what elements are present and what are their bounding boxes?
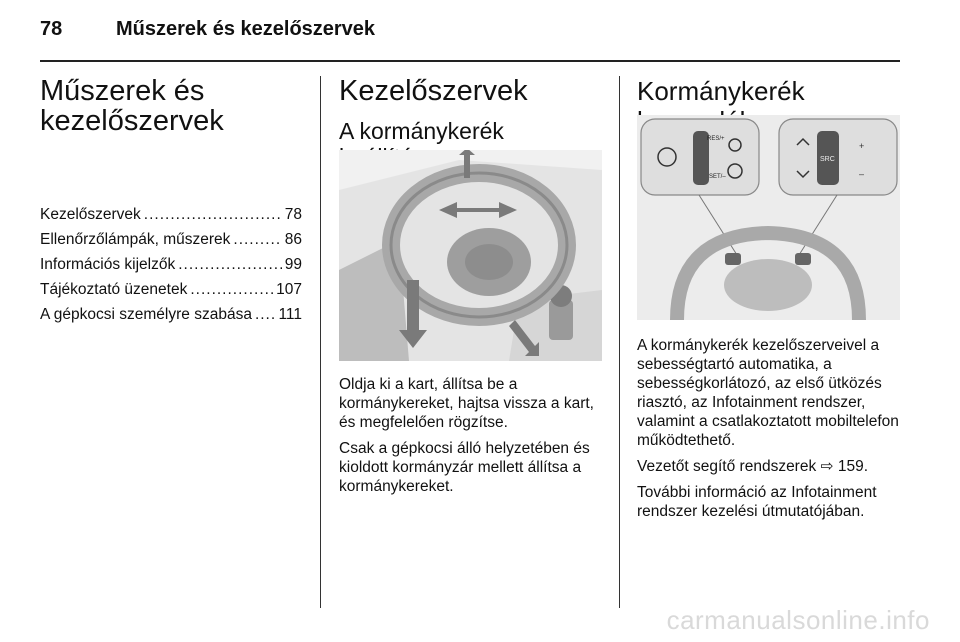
- toc-leader: [178, 252, 282, 277]
- toc-label: Információs kijelzők: [40, 256, 176, 273]
- toc-page: 86: [284, 231, 302, 248]
- running-title: Műszerek és kezelőszervek: [116, 18, 376, 40]
- paragraph: További információ az Infotainment rendszer kezelési útmutatójában.: [637, 484, 877, 520]
- paragraph: Csak a gépkocsi álló helyzetében és kioldott kormányzár mellett állítsa a kormánykereket.: [339, 440, 590, 495]
- wheel-switches-text: [637, 336, 903, 528]
- page-number: 78: [40, 18, 63, 40]
- toc-leader: [255, 302, 276, 327]
- steering-adjust-illustration: [339, 150, 602, 361]
- paragraph: Oldja ki a kart, állítsa be a kormánykereket, hajtsa vissza a kart, és megfelelően rögzítse.: [339, 376, 594, 431]
- svg-text:–: –: [859, 169, 865, 179]
- toc-entry[interactable]: [40, 277, 302, 302]
- toc-leader: [190, 277, 273, 302]
- chapter-title: Műszerek és kezelőszervek: [40, 75, 224, 137]
- reference-page-link[interactable]: 159.: [837, 458, 869, 475]
- toc-entry[interactable]: [40, 227, 302, 252]
- column-divider-2: [619, 76, 620, 608]
- section-title: Kezelőszervek: [339, 75, 528, 107]
- toc-page: 111: [278, 306, 302, 323]
- toc-label: A gépkocsi személyre szabása: [40, 306, 252, 323]
- toc-page: 107: [276, 281, 302, 298]
- toc-leader: [144, 202, 282, 227]
- src-label: SRC: [820, 156, 835, 163]
- column-toc: [40, 76, 302, 327]
- subsection-title: A kormánykerék: [339, 118, 504, 144]
- watermark: carmanualsonline.info: [666, 605, 930, 635]
- res-label: RES/+: [707, 136, 725, 142]
- steering-wheel-switches-illustration: [637, 115, 900, 320]
- toc-label: Tájékoztató üzenetek: [40, 281, 188, 298]
- section-title: Kormánykerék: [637, 76, 805, 106]
- column-divider-1: [320, 76, 321, 608]
- cross-reference-paragraph: [637, 457, 903, 476]
- svg-text:+: +: [859, 141, 865, 151]
- header-rule: [40, 60, 900, 62]
- steering-adjust-text: [339, 375, 605, 503]
- table-of-contents: [40, 202, 302, 327]
- toc-page: 99: [284, 256, 302, 273]
- toc-page: 78: [284, 206, 302, 223]
- paragraph: A kormánykerék kezelőszerveivel a sebességtartó automatika, a sebességkorlátozó, az első ütközés riasztó, az Infotainment rendszer, valamint a csatlakoztatott mobiltelefon működtethető.: [637, 337, 899, 449]
- page-reference-icon: ⇨: [820, 458, 834, 475]
- toc-label: Kezelőszervek: [40, 206, 141, 223]
- reference-text: Vezetőt segítő rendszerek: [637, 458, 817, 475]
- toc-entry[interactable]: [40, 302, 302, 327]
- toc-leader: [233, 227, 281, 252]
- toc-label: Ellenőrzőlámpák, műszerek: [40, 231, 231, 248]
- toc-entry[interactable]: [40, 252, 302, 277]
- set-label: SET/–: [709, 174, 726, 180]
- toc-entry[interactable]: [40, 202, 302, 227]
